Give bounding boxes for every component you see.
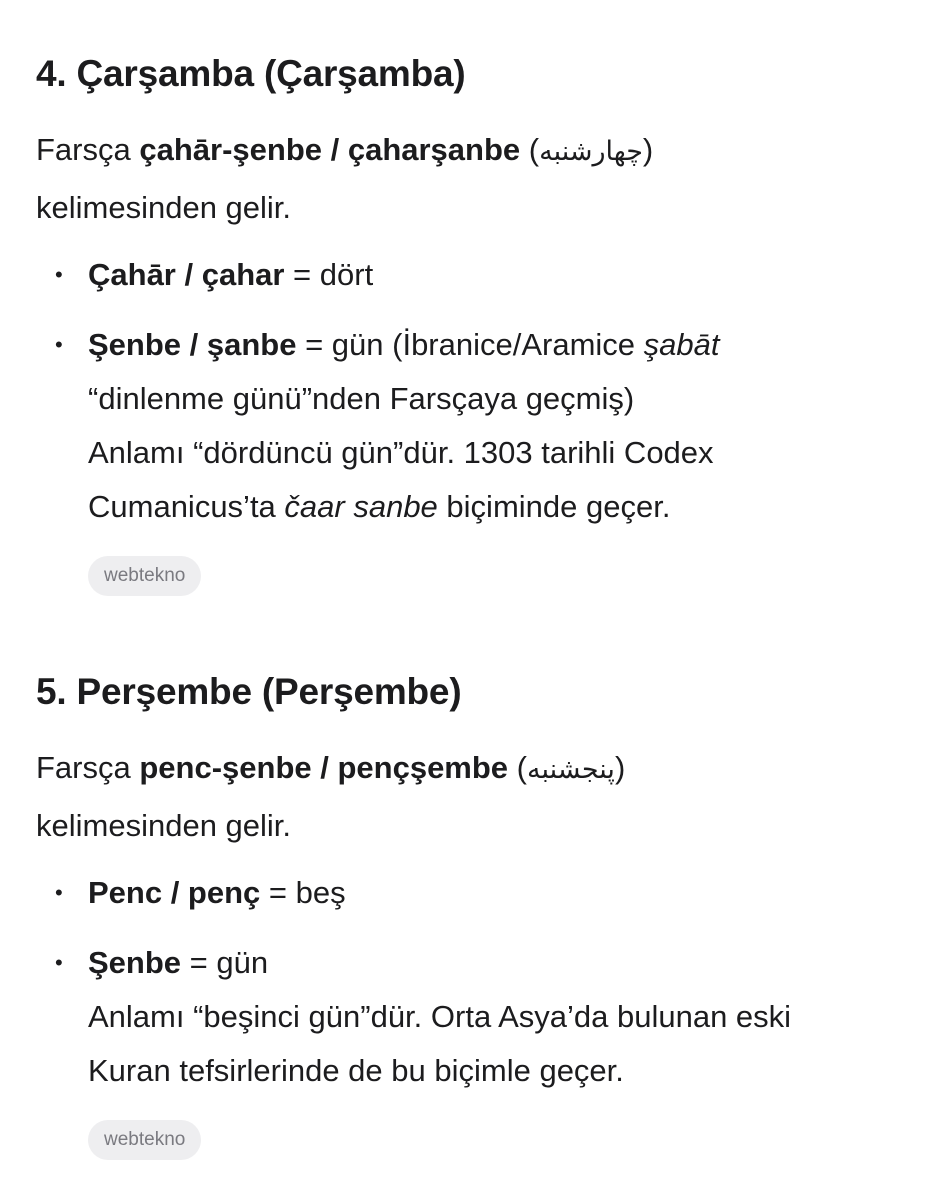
- meaning-text: [88, 426, 848, 534]
- definition-list: [36, 866, 912, 1098]
- intro-prefix: Farsça: [36, 750, 140, 785]
- section-intro: [36, 122, 912, 236]
- term: Şenbe: [88, 945, 182, 980]
- definition-continued: “dinlenme günü”nden Farsçaya geçmiş): [88, 381, 635, 416]
- term: Şenbe / şanbe: [88, 327, 297, 362]
- definition: = beş: [260, 875, 346, 910]
- bullet-icon: •: [55, 950, 63, 975]
- intro-paren-open: (: [508, 750, 527, 785]
- definition: = dört: [284, 257, 374, 292]
- italic-term: şabāt: [643, 327, 720, 362]
- bullet-icon: •: [55, 332, 63, 357]
- list-item: [36, 866, 912, 920]
- list-item: [36, 248, 912, 302]
- section-persembe: [36, 664, 912, 1150]
- intro-arabic: پنجشنبه: [526, 754, 615, 785]
- italic-form: čaar sanbe: [284, 489, 438, 524]
- meaning-text: Anlamı “beşinci gün”dür. Orta Asya’da bulunan eski Kuran tefsirlerinde de bu biçimle geçer.: [88, 999, 792, 1088]
- intro-suffix: kelimesinden gelir.: [36, 808, 292, 843]
- intro-arabic: چهارشنبه: [539, 136, 643, 167]
- meaning-text-part: Anlamı “dördüncü gün”dür. 1303 tarihli Codex Cumanicus’ta: [88, 435, 714, 524]
- intro-paren-close: ): [614, 750, 626, 785]
- section-carsamba: [36, 46, 912, 586]
- section-heading: 4. Çarşamba (Çarşamba): [36, 53, 466, 94]
- definition: = gün: [181, 945, 269, 980]
- bullet-icon: •: [55, 262, 63, 287]
- list-item: [36, 318, 912, 534]
- section-heading: 5. Perşembe (Perşembe): [36, 671, 462, 712]
- list-item: [36, 936, 912, 1098]
- definition-list: [36, 248, 912, 534]
- intro-suffix: kelimesinden gelir.: [36, 190, 292, 225]
- section-intro: [36, 740, 912, 854]
- term: Çahār / çahar: [88, 257, 285, 292]
- intro-prefix: Farsça: [36, 132, 140, 167]
- bullet-icon: •: [55, 880, 63, 905]
- meaning-text-end: biçiminde geçer.: [437, 489, 671, 524]
- term: Penc / penç: [88, 875, 261, 910]
- source-tag[interactable]: webtekno: [88, 556, 201, 596]
- definition: = gün (İbranice/Aramice: [296, 327, 644, 362]
- intro-paren-close: ): [642, 132, 654, 167]
- intro-paren-open: (: [520, 132, 540, 167]
- source-tag[interactable]: webtekno: [88, 1120, 201, 1160]
- intro-term: penc-şenbe / pençşembe: [139, 750, 509, 785]
- intro-term: çahār-şenbe / çaharşanbe: [139, 132, 521, 167]
